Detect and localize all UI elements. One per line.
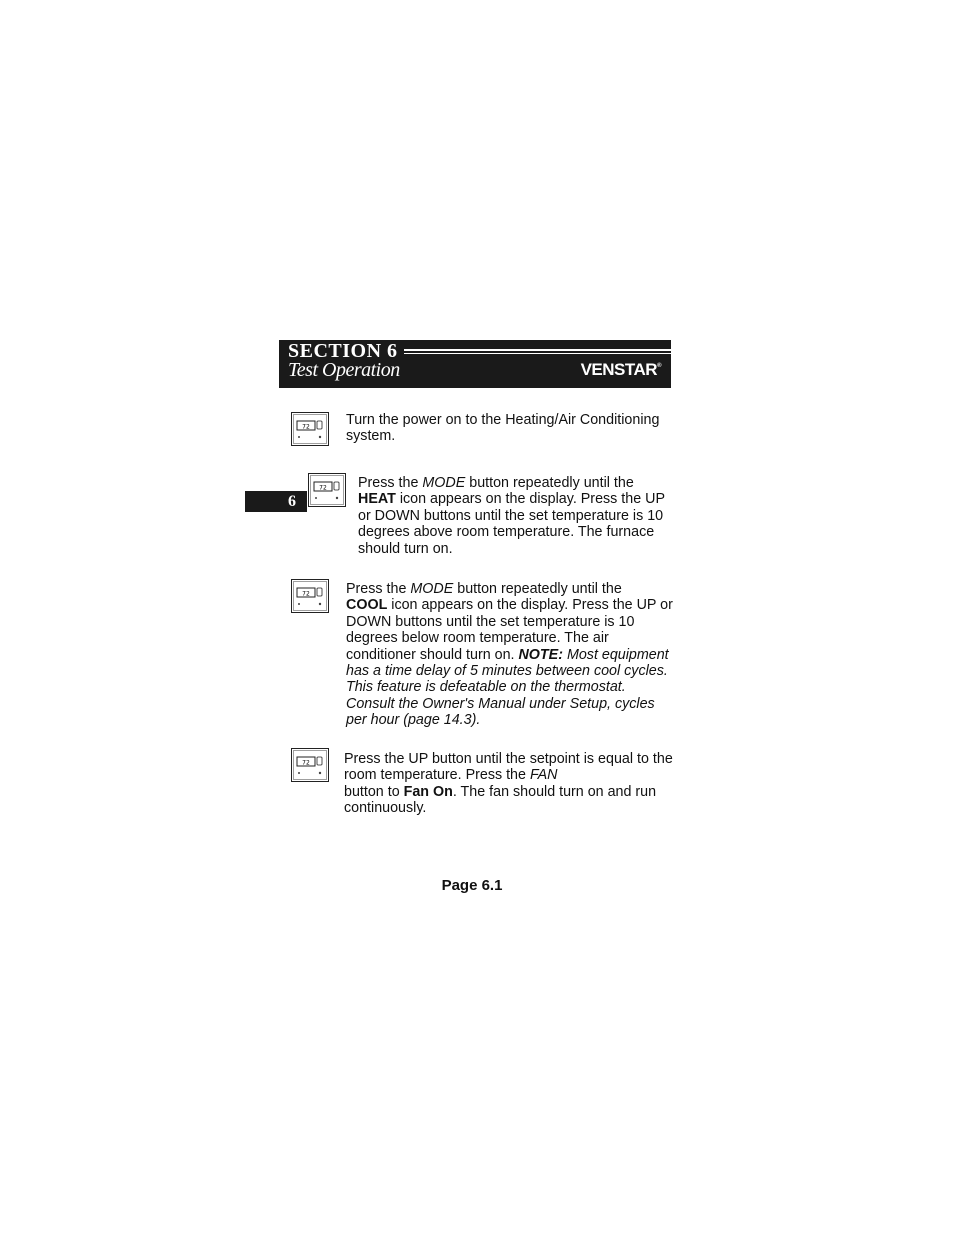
step-1-text: Turn the power on to the Heating/Air Conditioning system. [346,412,660,445]
page-number: Page 6.1 [441,877,503,894]
svg-text:72: 72 [302,759,310,767]
step-4-text: Press the UP button until the setpoint is equal to the room temperature. Press the FAN button to Fan On. The fan should turn on and run continuously. [344,751,673,817]
section-number: SECTION 6 [288,340,398,362]
svg-text:72: 72 [302,423,310,431]
section-title: Test Operation [288,359,400,381]
step-3-text: Press the MODE button repeatedly until the COOL icon appears on the display. Press the UP or DOWN buttons until the set temperature is 10 degrees below room temperature. The air conditioner should turn on. NOTE: Most equipment has a time delay of 5 minutes between cool cycles. This feature is defeatable on the thermostat. Consult the Owner's Manual under Setup, cycles per hour (page 14.3). [346,581,673,729]
step-2-text: Press the MODE button repeatedly until the HEAT icon appears on the display. Press the UP or DOWN buttons until the set temperature is 10 degrees above room temperature. The furnace should turn on. [358,475,665,557]
brand-name: VENSTAR [580,360,658,379]
thermostat-icon [291,748,329,782]
thermostat-icon [291,579,329,613]
section-tab: 6 [245,491,307,512]
registered-mark: ® [657,363,661,369]
header-rule [404,349,671,351]
thermostat-icon [291,412,329,446]
svg-text:72: 72 [319,484,327,492]
header-rule-thin [404,353,671,354]
svg-text:72: 72 [302,590,310,598]
section-header [279,340,671,388]
venstar-logo [581,360,661,380]
thermostat-icon [308,473,346,507]
